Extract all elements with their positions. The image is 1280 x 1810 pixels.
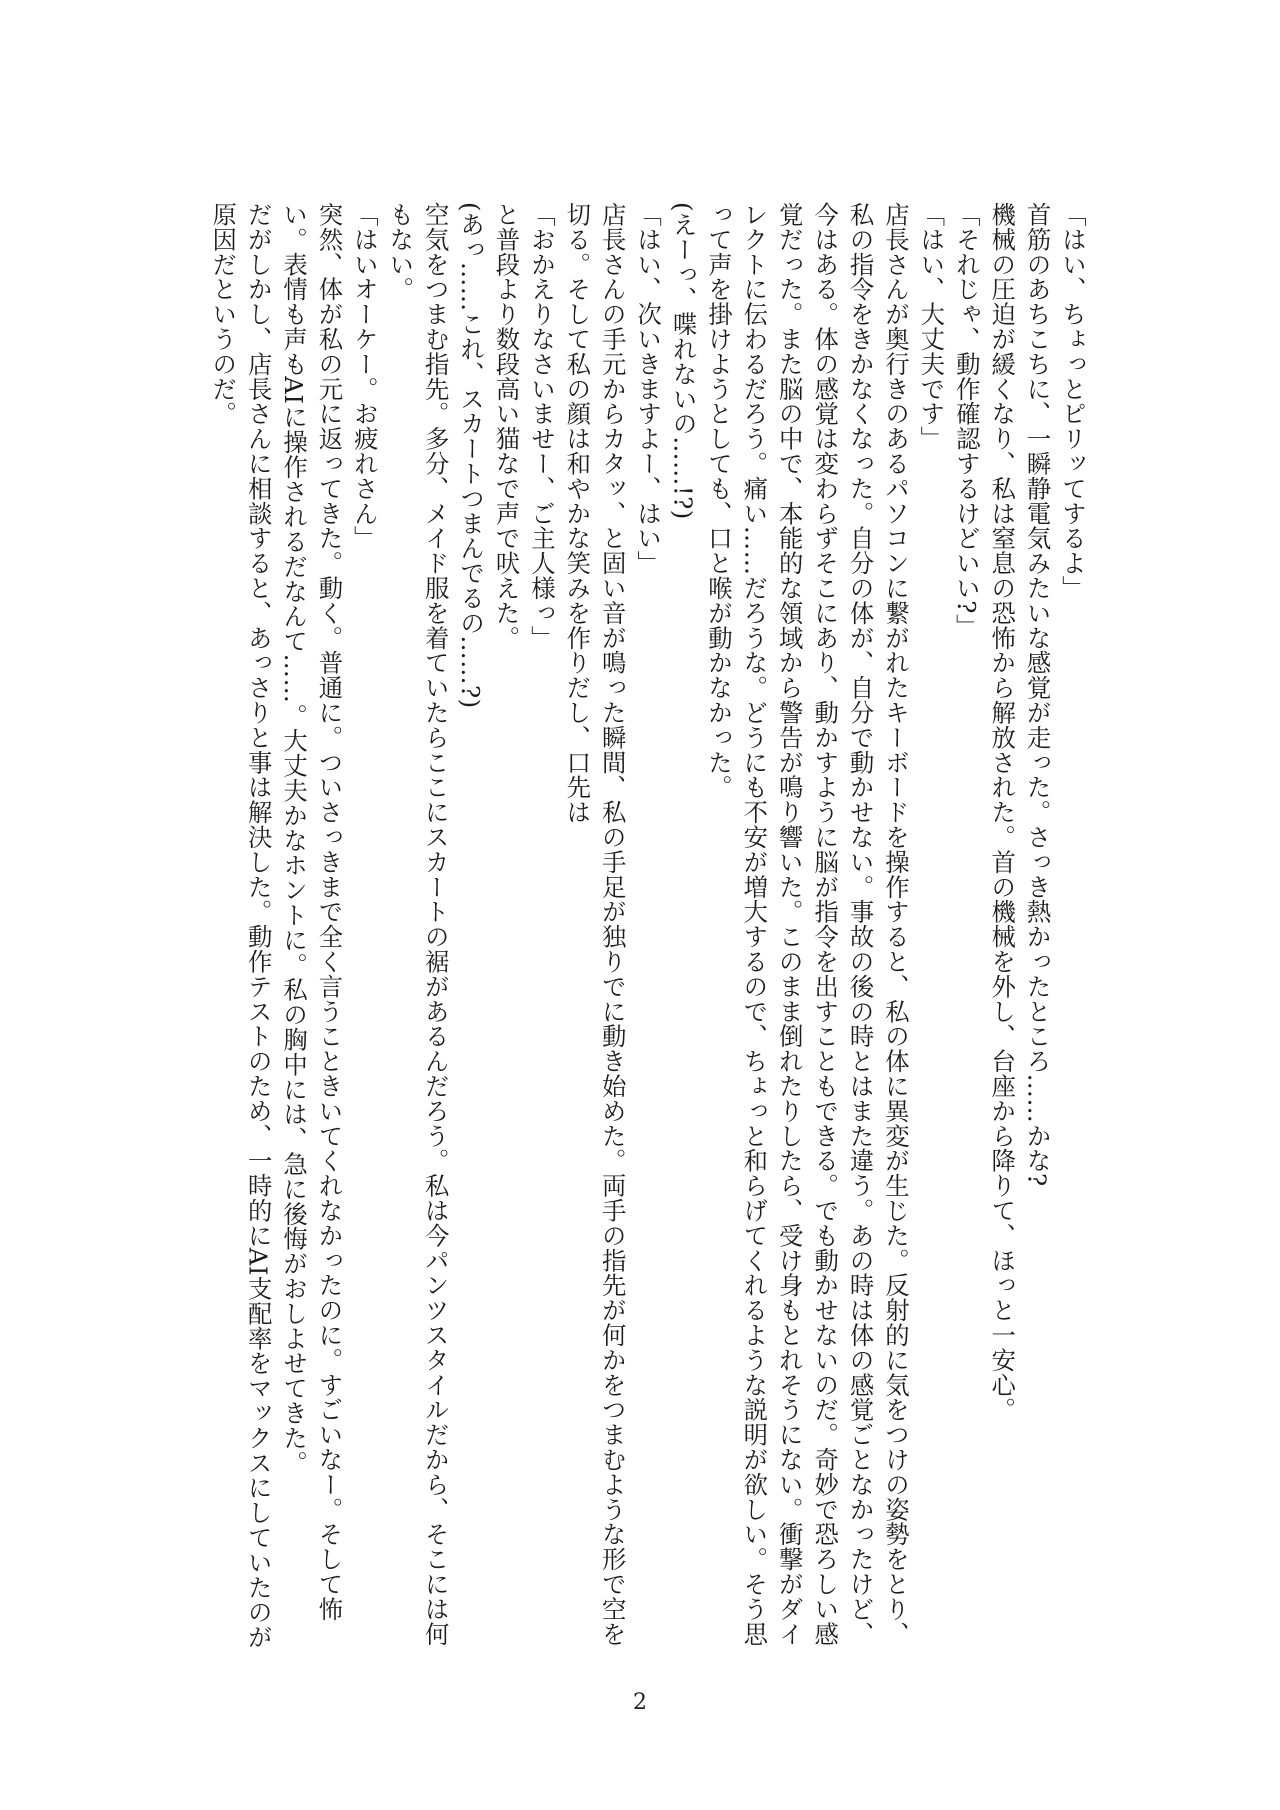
paragraph: 「はい、大丈夫です」 (916, 202, 946, 451)
paragraph: だがしかし、店長さんに相談すると、あっさりと事は解決した。動作テストのため、一時的にAI支配率をマックスにしていたのが原因だというのだ。 (208, 202, 273, 1650)
paragraph: 突然、体が私の元に返ってきた。動く。普通に。ついさっきまで全く言うこときいてくれなかったのに。すごいなー。そして怖い。表情も声もAIに操作されるだなんて……。大丈夫かなホントに。私の胸中には、急に後悔がおしよせてきた。 (279, 202, 344, 1622)
paragraph: (えーっ、喋れないの……!?) (668, 202, 698, 520)
paragraph: 店長さんが奥行きのあるパソコンに繋がれたキーボードを操作すると、私の体に異変が生じた。反射的に気をつけの姿勢をとり、私の指令をきかなくなった。自分の体が、自分で動かせない。事故の後の時とはまた違う。あの時は体の感覚ごとなかったけど、今はある。体の感覚は変わらずそこにあり、動かすように脳が指令を出すこともできる。でも動かせないのだ。奇妙で恐ろしい感覚だった。また脳の中で、本能的な領域から警告が鳴り響いた。このまま倒れたりしたら、受け身もとれそうにない。衝撃がダイレクトに伝わるだろう。痛い……だろうな。どうにも不安が増大するので、ちょっと和らげてくれるような説明が欲しい。そう思って声を掛けようとしても、口と喉が動かなかった。 (703, 202, 910, 1647)
paragraph: と普段より数段高い猫なで声で吠えた。 (491, 202, 521, 651)
paragraph: 「おかえりなさいませー、ご主人様っ」 (526, 202, 556, 651)
paragraph: 「はいオーケー。お疲れさん」 (349, 202, 379, 551)
paragraph: 店長さんの手元からカタッ、と固い音が鳴った瞬間、私の手足が独りでに動き始めた。両手の指先が何かをつまむような形で空を切る。そして私の顔は和やかな笑みを作りだし、口先は (562, 202, 627, 1647)
paragraph: 「それじゃ、動作確認するけどいい?」 (951, 202, 981, 639)
paragraph: 首筋のあちこちに、一瞬静電気みたいな感覚が走った。さっき熱かったところ……かな? (1022, 202, 1052, 1187)
paragraph: 機械の圧迫が緩くなり、私は窒息の恐怖から解放された。首の機械を外し、台座から降りて、ほっと一安心。 (987, 202, 1017, 1423)
page-number: 2 (633, 1690, 647, 1715)
paragraph: 「はい、ちょっとピリッてするよ」 (1058, 202, 1087, 601)
paragraph: 「はい、次いきますよー、はい」 (633, 202, 663, 576)
paragraph: 空気をつまむ指先。多分、メイド服を着ていたらここにスカートの裾があるんだろう。私は今パンツスタイルだから、そこには何もない。 (385, 202, 450, 1647)
body-text (205, 202, 1090, 1662)
paragraph: (あっ……これ、スカートつまんでるの……?) (456, 202, 486, 709)
